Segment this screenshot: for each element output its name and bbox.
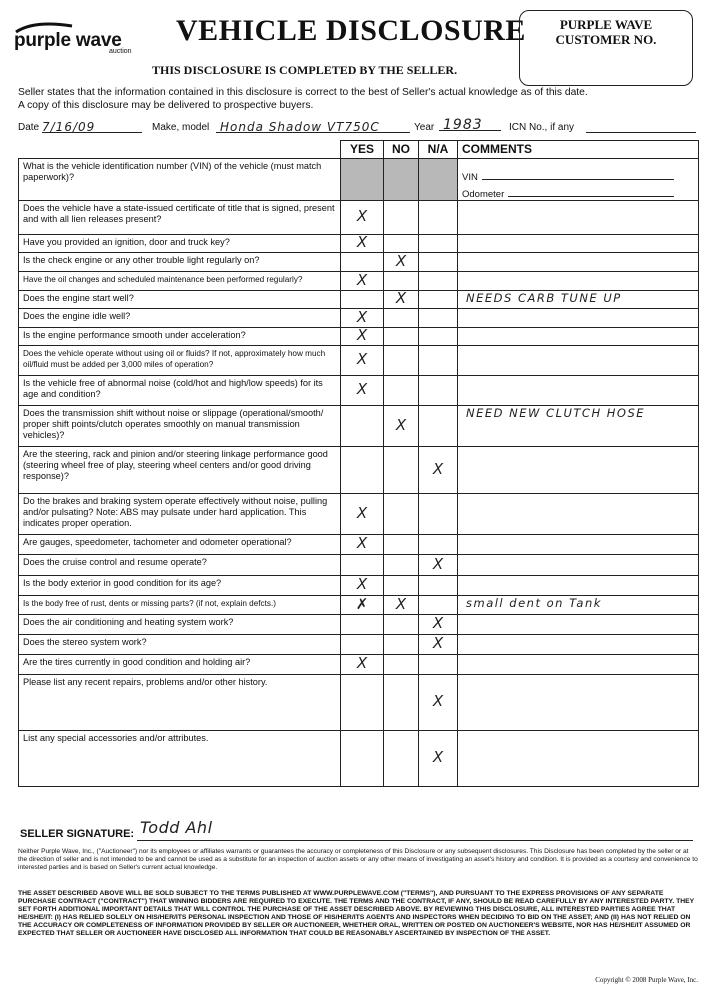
table-row — [19, 346, 699, 376]
copyright-text: Copyright © 2008 Purple Wave, Inc. — [595, 976, 698, 984]
yes-cell[interactable] — [341, 328, 384, 346]
no-mark: X — [395, 251, 407, 270]
na-mark: X — [432, 748, 444, 766]
yes-header: YES — [341, 141, 384, 159]
purple-wave-logo — [14, 26, 154, 66]
table-row — [19, 535, 699, 555]
table-row — [19, 253, 699, 272]
table-row — [19, 615, 699, 635]
make-model-field[interactable] — [216, 118, 410, 133]
yes-mark: X — [356, 326, 368, 344]
comment-cell[interactable] — [458, 159, 699, 201]
vin-odometer-block — [458, 159, 698, 200]
question-text: Have you provided an ignition, door and truck key? — [19, 235, 341, 253]
logo-text: purple wave — [14, 30, 122, 51]
terms-text: THE ASSET DESCRIBED ABOVE WILL BE SOLD SUBJECT TO THE TERMS PUBLISHED AT WWW.PURPLEWAVE.COM ("TERMS"), AND PURSUANT TO THE EXPRESS PROVISIONS OF ANY SEPARATE PURCHASE CONTRACT ("CONTRACT") THAT WINNING BIDDERS ARE REQUIRED TO EXECUTE. THE TERMS AND THE CONTRACT, IF ANY, SHOULD BE READ CAREFULLY BY ANY INTERESTED PARTY. THEY SET FORTH ADDITIONAL IMPORTANT DETAILS THAT WILL CONTROL THE PURCHASE OF THE ASSET DESCRIBED ABOVE. BY REVIEWING THIS DISCLOSURE, ALL INTERESTED PARTIES AGREE THAT HE/SHE/IT: (I) HAS RELIED SOLELY ON HIS/HER/ITS PERSONAL INSPECTION AND THOSE OF HIS/HER/ITS AGENTS AND INSPECTORS WHEN DECIDING TO BID ON THE ASSET; AND (II) HAS NOT RELIED ON THE ACCURACY OR COMPLETENESS OF INFORMATION PROVIDED BY SELLER OR AUCTIONEER, WHETHER ORAL, WRITTEN OR POSTED ON AUCTIONEER'S WEBSITE, NOR HAS HE/SHE/IT ASSUMED OR EXPECTED THAT SELLER OR AUCTIONEER HAVE DISCLOSED ALL INFORMATION THAT COULD BE REASONABLY ASCERTAINED BY INSPECTION OF THE ASSET. — [18, 890, 695, 938]
na-mark: X — [432, 459, 444, 478]
yes-mark: X — [356, 207, 368, 225]
comment-cell[interactable] — [458, 291, 699, 309]
comment-cell[interactable] — [458, 655, 699, 675]
na-cell[interactable] — [419, 596, 458, 615]
comment-cell[interactable] — [458, 447, 699, 494]
question-text: Does the air conditioning and heating system work? — [19, 615, 341, 635]
na-cell[interactable] — [419, 346, 458, 376]
no-cell[interactable] — [384, 494, 419, 535]
logo-subtext: auction — [109, 48, 132, 55]
question-text: Have the oil changes and scheduled maintenance been performed regularly? — [19, 272, 341, 291]
yes-cell[interactable] — [341, 253, 384, 272]
comment-text: NEEDS CARB TUNE UP — [466, 291, 622, 305]
comments-header: COMMENTS — [458, 141, 699, 159]
no-cell[interactable] — [384, 253, 419, 272]
question-text: Does the cruise control and resume operate? — [19, 555, 341, 576]
date-value: 7/16/09 — [42, 120, 96, 134]
na-mark: X — [432, 634, 444, 652]
question-text: Do the brakes and braking system operate effectively without noise, pulling and/or pulsating? Note: ABS may pulsate under hard application. This indicates proper operation. — [19, 494, 341, 535]
table-row — [19, 235, 699, 253]
yes-cell[interactable] — [341, 675, 384, 731]
yes-mark: ✗ — [355, 594, 369, 613]
no-mark: X — [395, 594, 407, 613]
no-cell[interactable] — [384, 201, 419, 235]
page-title: VEHICLE DISCLOSURE — [176, 14, 526, 47]
table-row — [19, 494, 699, 535]
yes-cell[interactable] — [341, 346, 384, 376]
question-text: Is the engine performance smooth under acceleration? — [19, 328, 341, 346]
table-row — [19, 447, 699, 494]
table-row — [19, 272, 699, 291]
vin-row — [462, 166, 698, 183]
table-row — [19, 328, 699, 346]
yes-cell[interactable] — [341, 201, 384, 235]
make-model-value: Honda Shadow VT750C — [220, 120, 380, 134]
no-mark: X — [395, 289, 407, 307]
na-cell[interactable] — [419, 731, 458, 787]
disclosure-table — [18, 140, 699, 787]
no-cell[interactable] — [384, 346, 419, 376]
yes-cell[interactable] — [341, 494, 384, 535]
yes-cell[interactable] — [341, 596, 384, 615]
date-label: Date — [18, 122, 40, 133]
no-cell[interactable] — [384, 535, 419, 555]
yes-cell[interactable] — [341, 235, 384, 253]
comment-cell[interactable] — [458, 535, 699, 555]
vin-label: VIN — [462, 172, 478, 183]
yes-mark: X — [356, 233, 368, 251]
question-text: Is the vehicle free of abnormal noise (cold/hot and high/low speeds) for its age and condition? — [19, 376, 341, 406]
question-text: Are gauges, speedometer, tachometer and odometer operational? — [19, 535, 341, 555]
na-cell[interactable] — [419, 235, 458, 253]
comment-cell[interactable] — [458, 494, 699, 535]
table-row — [19, 655, 699, 675]
no-cell[interactable] — [384, 272, 419, 291]
yes-cell[interactable] — [341, 576, 384, 596]
yes-mark: X — [356, 350, 368, 368]
question-text: Is the check engine or any other trouble light regularly on? — [19, 253, 341, 272]
yes-mark: X — [356, 575, 368, 593]
intro-line1: Seller states that the information contained in this disclosure is correct to the best of Seller's actual knowledge as of this date. — [18, 87, 588, 98]
na-header: N/A — [419, 141, 458, 159]
comment-cell[interactable] — [458, 615, 699, 635]
customer-box-line2: CUSTOMER NO. — [555, 32, 657, 47]
icn-label: ICN No., if any — [509, 122, 575, 133]
yes-cell[interactable] — [341, 535, 384, 555]
question-text: Is the body free of rust, dents or missing parts? (if not, explain defcts.) — [19, 596, 341, 615]
no-cell[interactable] — [384, 447, 419, 494]
na-cell[interactable] — [419, 406, 458, 447]
comment-cell[interactable] — [458, 675, 699, 731]
yes-cell[interactable] — [341, 272, 384, 291]
question-text: Does the engine start well? — [19, 291, 341, 309]
yes-mark: X — [356, 307, 368, 326]
no-cell[interactable] — [384, 555, 419, 576]
table-row — [19, 201, 699, 235]
na-cell[interactable] — [419, 655, 458, 675]
yes-cell[interactable] — [341, 655, 384, 675]
comment-cell[interactable] — [458, 346, 699, 376]
comment-cell[interactable] — [458, 253, 699, 272]
table-row — [19, 576, 699, 596]
customer-number-box[interactable] — [519, 10, 693, 86]
comment-cell[interactable] — [458, 235, 699, 253]
na-cell[interactable] — [419, 376, 458, 406]
no-cell[interactable] — [384, 309, 419, 328]
yes-cell[interactable] — [341, 731, 384, 787]
comment-cell[interactable] — [458, 406, 699, 447]
page-subtitle: THIS DISCLOSURE IS COMPLETED BY THE SELLER. — [152, 63, 458, 77]
na-cell[interactable] — [419, 615, 458, 635]
table-row — [19, 406, 699, 447]
question-text: Does the engine idle well? — [19, 309, 341, 328]
comment-cell[interactable] — [458, 376, 699, 406]
no-cell[interactable] — [384, 596, 419, 615]
yes-cell[interactable] — [341, 406, 384, 447]
yes-mark: X — [356, 380, 368, 398]
question-text: Does the vehicle operate without using oil or fluids? If not, approximately how much oil/fluid must be added per 3,000 miles of operation? — [19, 346, 341, 376]
table-row — [19, 159, 699, 201]
na-cell[interactable] — [419, 159, 458, 201]
table-row — [19, 596, 699, 615]
comment-cell[interactable] — [458, 731, 699, 787]
comment-cell[interactable] — [458, 596, 699, 615]
yes-cell[interactable] — [341, 635, 384, 655]
table-row — [19, 675, 699, 731]
no-cell[interactable] — [384, 376, 419, 406]
question-text: Does the stereo system work? — [19, 635, 341, 655]
table-row — [19, 635, 699, 655]
na-mark: X — [432, 692, 444, 710]
na-cell[interactable] — [419, 675, 458, 731]
na-cell[interactable] — [419, 291, 458, 309]
table-header-row — [19, 141, 699, 159]
comment-cell[interactable] — [458, 272, 699, 291]
na-cell[interactable] — [419, 535, 458, 555]
question-text: Are the tires currently in good condition and holding air? — [19, 655, 341, 675]
comment-text: small dent on Tank — [466, 596, 602, 610]
no-cell[interactable] — [384, 675, 419, 731]
yes-cell[interactable] — [341, 555, 384, 576]
comment-cell[interactable] — [458, 576, 699, 596]
question-text: Are the steering, rack and pinion and/or steering linkage performance good (steering wheel free of play, steering wheel centers and/or good driving response)? — [19, 447, 341, 494]
intro-text — [18, 87, 698, 112]
year-label: Year — [414, 122, 435, 133]
comment-cell[interactable] — [458, 328, 699, 346]
yes-cell[interactable] — [341, 309, 384, 328]
seller-signature-value: Todd Ahl — [140, 818, 213, 837]
yes-cell[interactable] — [341, 615, 384, 635]
na-mark: X — [432, 554, 444, 573]
na-cell[interactable] — [419, 253, 458, 272]
vin-line[interactable] — [482, 179, 674, 180]
table-row — [19, 555, 699, 576]
odometer-line[interactable] — [508, 196, 674, 197]
odometer-label: Odometer — [462, 189, 505, 200]
na-cell[interactable] — [419, 201, 458, 235]
table-row — [19, 291, 699, 309]
na-cell[interactable] — [419, 309, 458, 328]
no-cell[interactable] — [384, 635, 419, 655]
na-cell[interactable] — [419, 328, 458, 346]
intro-line2: A copy of this disclosure may be delivered to prospective buyers. — [18, 99, 314, 111]
na-cell[interactable] — [419, 447, 458, 494]
question-text: List any special accessories and/or attributes. — [19, 731, 341, 787]
question-text: Does the vehicle have a state-issued certificate of title that is signed, present and with all lien releases present? — [19, 201, 341, 235]
yes-mark: X — [356, 654, 368, 672]
no-cell[interactable] — [384, 291, 419, 309]
no-header: NO — [384, 141, 419, 159]
yes-mark: X — [356, 534, 368, 552]
no-cell[interactable] — [384, 615, 419, 635]
year-value: 1983 — [443, 117, 483, 133]
na-cell[interactable] — [419, 555, 458, 576]
question-text: Please list any recent repairs, problems and/or other history. — [19, 675, 341, 731]
comment-cell[interactable] — [458, 555, 699, 576]
disclaimer-text: Neither Purple Wave, Inc., ("Auctioneer") nor its employees or affiliates warrants or guarantees the accuracy or completeness of this Disclosure or any subsequent disclosures. This Disclosure has been completed by the seller or at the direction of seller and is not intended to be and cannot be used as a substitute for an inspection of auction assets or any other means of investigating an asset's history and condition. It is provided as a courtesy and convenience to interested parties and is based on Seller's current actual knowledge. — [18, 848, 698, 871]
no-cell[interactable] — [384, 731, 419, 787]
year-field[interactable] — [439, 116, 501, 131]
comment-cell[interactable] — [458, 201, 699, 235]
yes-cell[interactable] — [341, 447, 384, 494]
na-cell[interactable] — [419, 576, 458, 596]
yes-mark: X — [356, 270, 368, 289]
odometer-row — [462, 183, 698, 200]
no-cell[interactable] — [384, 159, 419, 201]
table-row — [19, 731, 699, 787]
comment-text: NEED NEW CLUTCH HOSE — [466, 406, 646, 420]
no-cell[interactable] — [384, 328, 419, 346]
date-field[interactable] — [42, 118, 142, 133]
no-cell[interactable] — [384, 576, 419, 596]
question-text: What is the vehicle identification number (VIN) of the vehicle (must match paperwork)? — [19, 159, 341, 201]
seller-signature-label: SELLER SIGNATURE: — [20, 828, 135, 840]
na-mark: X — [432, 614, 444, 632]
icn-field[interactable] — [586, 118, 696, 133]
comment-cell[interactable] — [458, 309, 699, 328]
no-cell[interactable] — [384, 406, 419, 447]
no-cell[interactable] — [384, 235, 419, 253]
question-text: Does the transmission shift without noise or slippage (operational/smooth/ proper shift points/clutch operates smoothly on manual transmission vehicles)? — [19, 406, 341, 447]
yes-cell[interactable] — [341, 291, 384, 309]
yes-mark: X — [356, 503, 368, 522]
na-cell[interactable] — [419, 272, 458, 291]
table-row — [19, 309, 699, 328]
yes-cell[interactable] — [341, 376, 384, 406]
customer-box-line1: PURPLE WAVE — [559, 17, 653, 32]
na-cell[interactable] — [419, 494, 458, 535]
no-cell[interactable] — [384, 655, 419, 675]
comment-cell[interactable] — [458, 635, 699, 655]
table-row — [19, 376, 699, 406]
question-text: Is the body exterior in good condition for its age? — [19, 576, 341, 596]
question-header — [19, 141, 341, 159]
yes-cell[interactable] — [341, 159, 384, 201]
make-model-label: Make, model — [152, 122, 210, 133]
na-cell[interactable] — [419, 635, 458, 655]
seller-signature-line[interactable] — [137, 840, 693, 841]
no-mark: X — [395, 415, 407, 434]
